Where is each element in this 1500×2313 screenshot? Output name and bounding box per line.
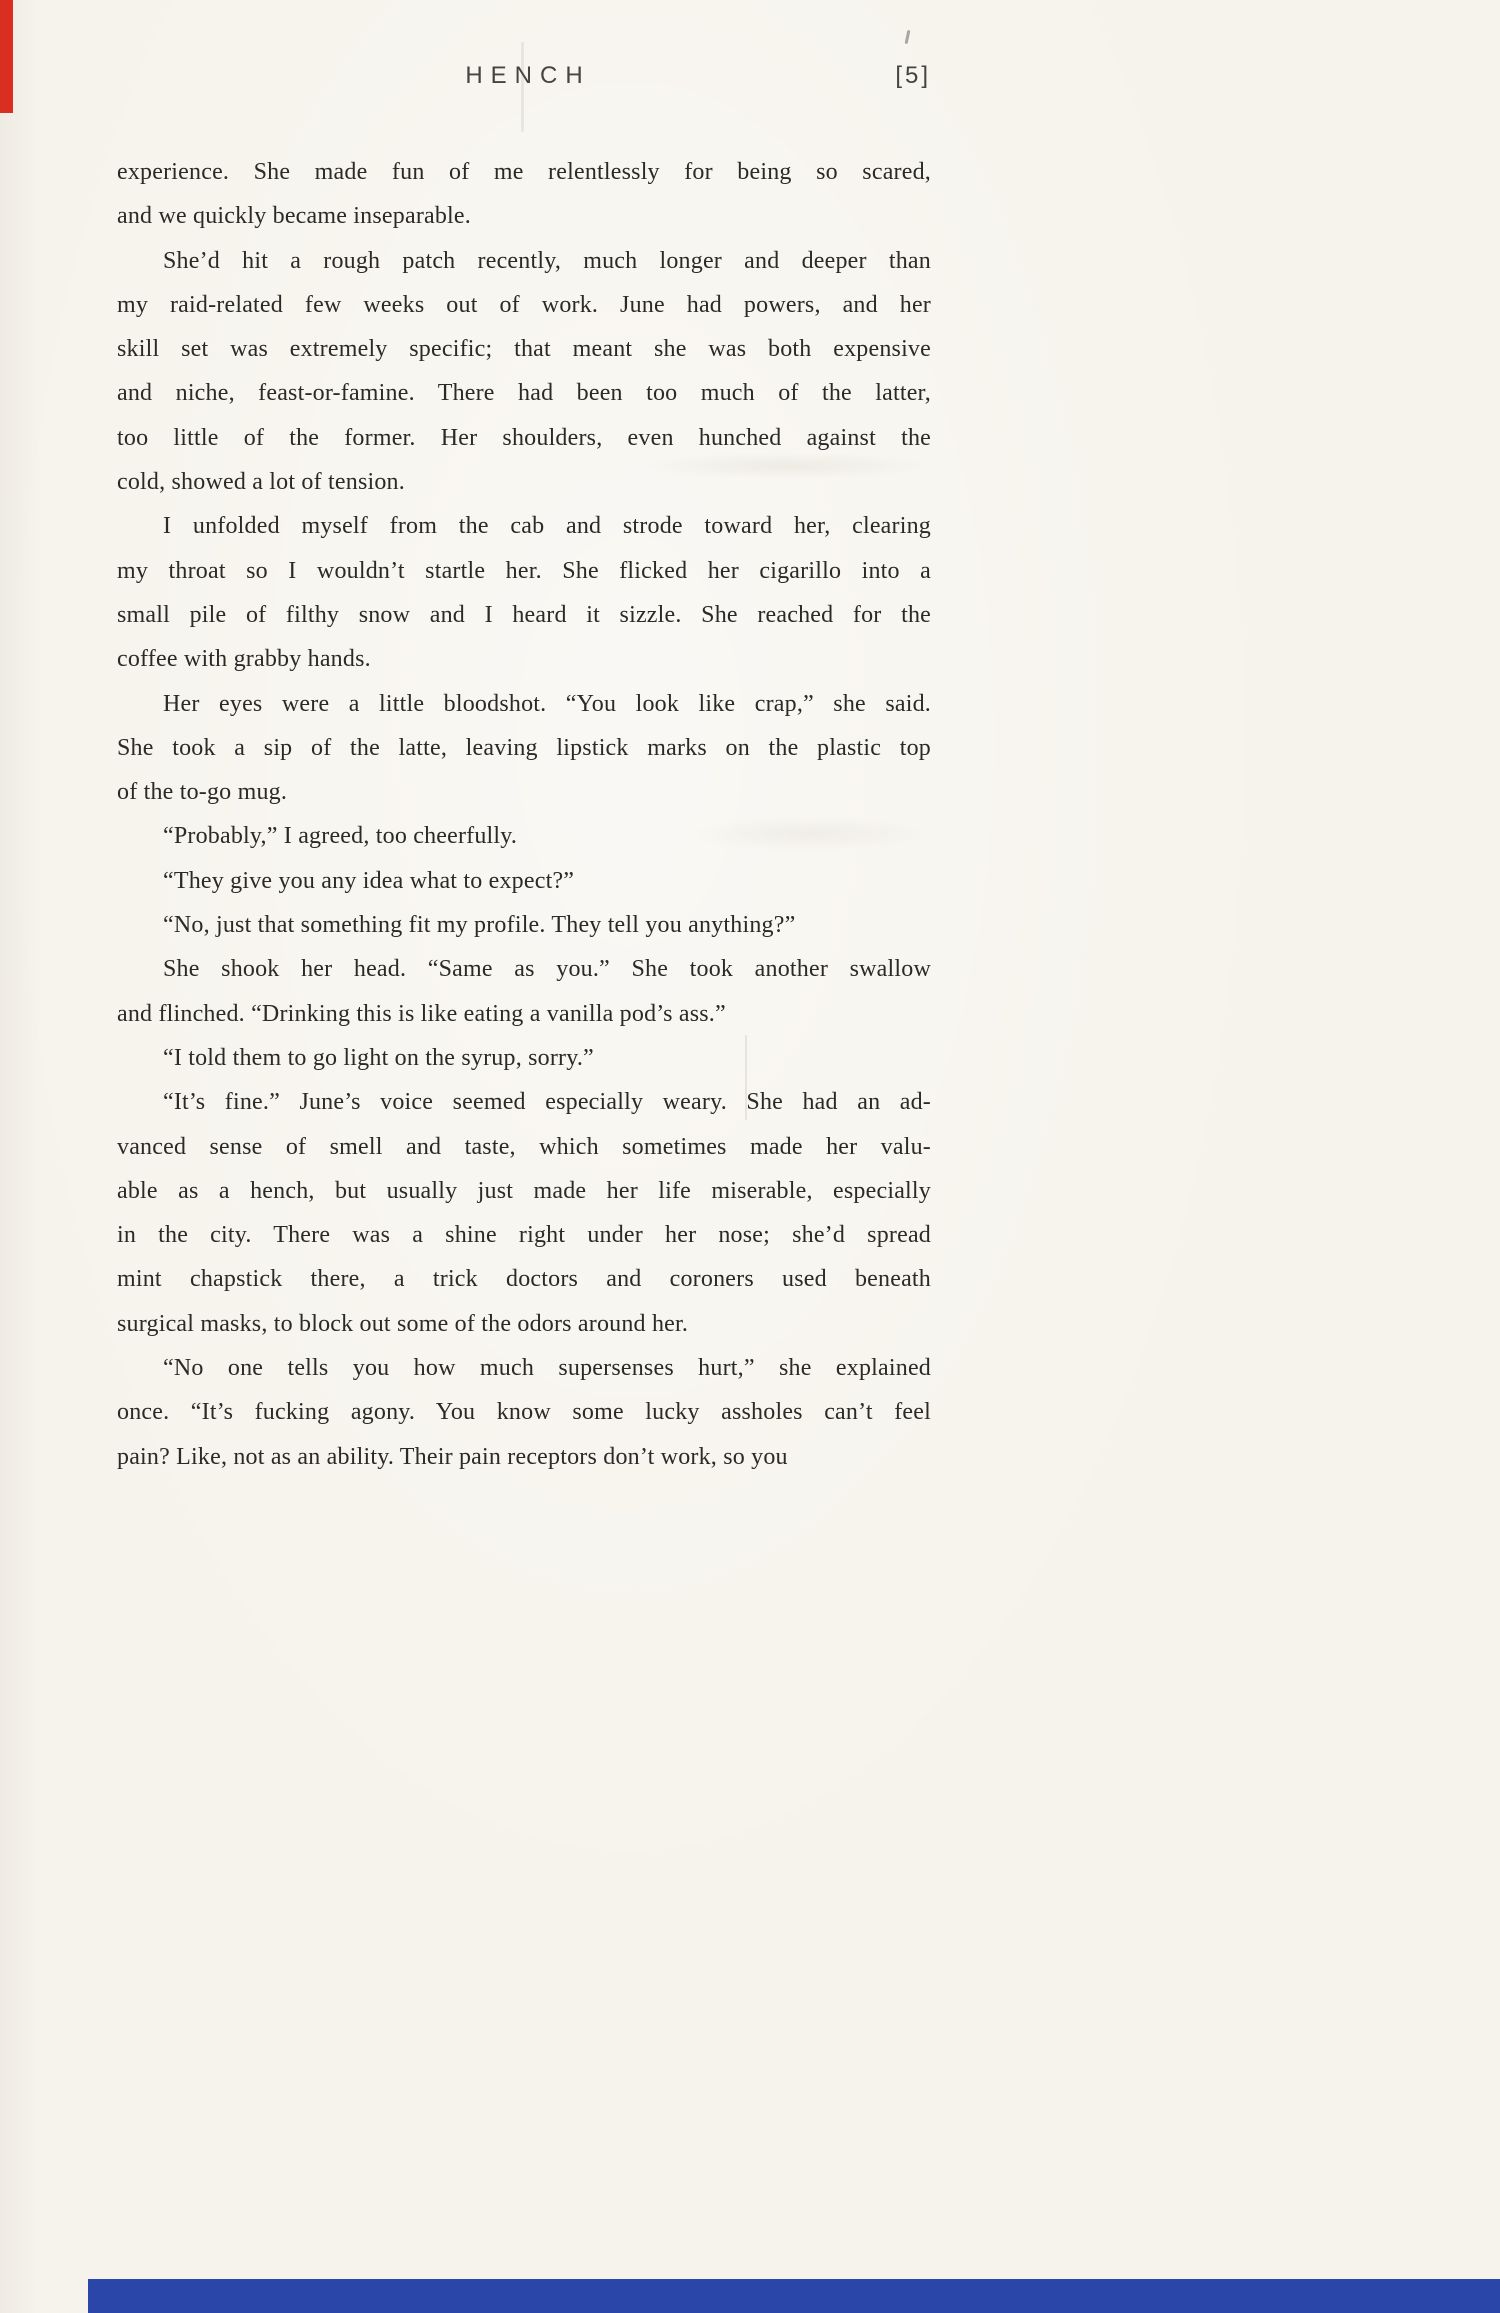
text-line: small pile of filthy snow and I heard it sizzle. She reached for the — [117, 601, 931, 628]
text-line: my raid-related few weeks out of work. June had powers, and her — [117, 291, 931, 318]
scan-edge-shadow — [0, 0, 40, 2313]
text-line: experience. She made fun of me relentlessly for being so scared, — [117, 159, 931, 185]
text-line: vanced sense of smell and taste, which sometimes made her valu- — [117, 1133, 931, 1160]
scan-artifact-tick — [905, 30, 911, 44]
text-line: “No, just that something fit my profile. They tell you anything?” — [163, 912, 796, 939]
text-line: surgical masks, to block out some of the odors around her. — [117, 1310, 689, 1337]
text-line: once. “It’s fucking agony. You know some lucky assholes can’t feel — [117, 1399, 931, 1426]
text-line: cold, showed a lot of tension. — [117, 469, 405, 496]
text-line: “It’s fine.” June’s voice seemed especially weary. She had an ad- — [163, 1089, 931, 1116]
paragraph — [117, 903, 931, 947]
text-line: of the to-go mug. — [117, 779, 288, 806]
text-line: I unfolded myself from the cab and strode toward her, clearing — [163, 513, 931, 540]
text-line: coffee with grabby hands. — [117, 646, 371, 673]
paragraph — [117, 682, 931, 815]
text-line: pain? Like, not as an ability. Their pain receptors don’t work, so you — [117, 1443, 788, 1470]
paragraph — [117, 150, 931, 239]
text-line: able as a hench, but usually just made her life miserable, especially — [117, 1177, 931, 1204]
page-number: [5] — [895, 62, 931, 89]
text-line: my throat so I wouldn’t startle her. She flicked her cigarillo into a — [117, 557, 931, 584]
text-line: Her eyes were a little bloodshot. “You look like crap,” she said. — [163, 690, 931, 717]
paragraph — [117, 1080, 931, 1346]
text-line: “No one tells you how much supersenses hurt,” she explained — [163, 1355, 931, 1382]
paragraph — [117, 947, 931, 1036]
text-line: “They give you any idea what to expect?” — [163, 867, 575, 894]
text-line: and flinched. “Drinking this is like eating a vanilla pod’s ass.” — [117, 1000, 726, 1027]
text-line: mint chapstick there, a trick doctors and coroners used beneath — [117, 1266, 931, 1293]
paragraph — [117, 859, 931, 903]
paragraph — [117, 814, 931, 858]
page-header — [117, 62, 931, 96]
text-line: and we quickly became inseparable. — [117, 203, 471, 230]
paragraph — [117, 504, 931, 681]
text-line: skill set was extremely specific; that meant she was both expensive — [117, 336, 931, 363]
text-line: “I told them to go light on the syrup, sorry.” — [163, 1044, 594, 1071]
paragraph — [117, 239, 931, 505]
text-line: too little of the former. Her shoulders, even hunched against the — [117, 424, 931, 451]
red-spine-mark — [0, 0, 13, 113]
body-text — [117, 150, 931, 1479]
text-line: in the city. There was a shine right under her nose; she’d spread — [117, 1222, 931, 1249]
text-line: She took a sip of the latte, leaving lipstick marks on the plastic top — [117, 734, 931, 761]
text-line: She’d hit a rough patch recently, much longer and deeper than — [163, 247, 931, 274]
text-line: She shook her head. “Same as you.” She took another swallow — [163, 956, 931, 983]
text-line: and niche, feast-or-famine. There had been too much of the latter, — [117, 380, 931, 407]
paragraph — [117, 1036, 931, 1080]
blue-cover-edge — [88, 2279, 1500, 2313]
text-line: “Probably,” I agreed, too cheerfully. — [163, 823, 518, 850]
running-head-title: HENCH — [465, 62, 591, 89]
paragraph — [117, 1346, 931, 1479]
